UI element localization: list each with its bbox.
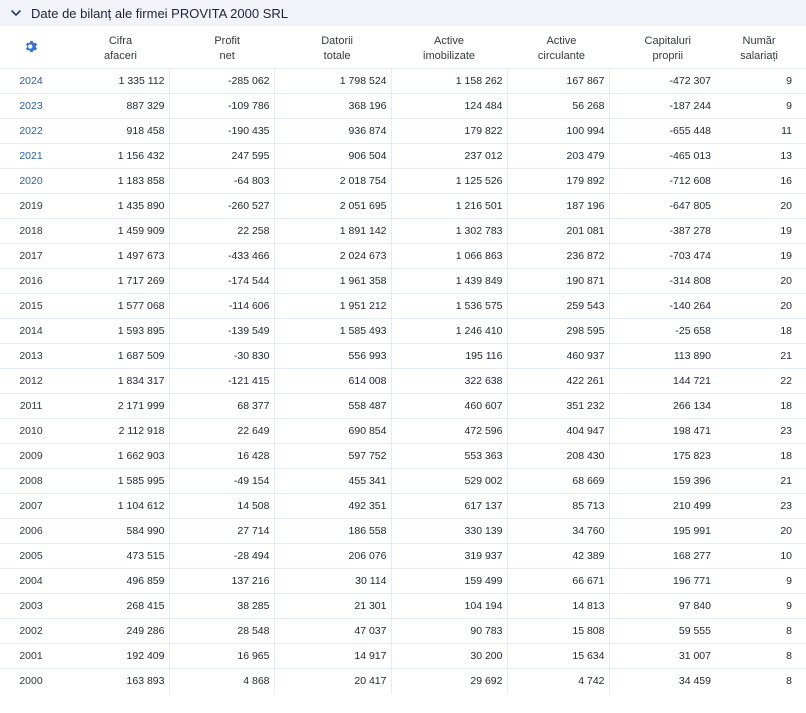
cifra-afaceri-cell: 473 515	[62, 544, 169, 569]
cifra-afaceri-cell: 918 458	[62, 119, 169, 144]
table-row	[0, 419, 806, 444]
numar-salariati-cell: 16	[715, 169, 806, 194]
profit-net-cell: 137 216	[169, 569, 274, 594]
active-circulante-cell: 201 081	[507, 219, 609, 244]
numar-salariati-cell: 23	[715, 419, 806, 444]
datorii-totale-cell: 206 076	[274, 544, 391, 569]
active-circulante-cell: 100 994	[507, 119, 609, 144]
active-imobilizate-cell: 1 125 526	[391, 169, 507, 194]
capitaluri-proprii-cell: -655 448	[609, 119, 715, 144]
active-imobilizate-cell: 90 783	[391, 619, 507, 644]
active-circulante-cell: 15 634	[507, 644, 609, 669]
table-row	[0, 144, 806, 169]
cifra-afaceri-cell: 1 459 909	[62, 219, 169, 244]
gear-icon[interactable]	[24, 39, 39, 59]
active-circulante-cell: 56 268	[507, 94, 609, 119]
numar-salariati-cell: 21	[715, 344, 806, 369]
column-header-datorii-totale[interactable]: Datorii totale	[274, 30, 391, 69]
cifra-afaceri-cell: 1 687 509	[62, 344, 169, 369]
cifra-afaceri-cell: 1 577 068	[62, 294, 169, 319]
table-row	[0, 569, 806, 594]
numar-salariati-cell: 20	[715, 294, 806, 319]
datorii-totale-cell: 2 051 695	[274, 194, 391, 219]
year-cell[interactable]: 2020	[0, 169, 62, 194]
numar-salariati-cell: 9	[715, 94, 806, 119]
year-cell: 2016	[0, 269, 62, 294]
active-circulante-cell: 68 669	[507, 469, 609, 494]
capitaluri-proprii-cell: 113 890	[609, 344, 715, 369]
active-circulante-cell: 460 937	[507, 344, 609, 369]
table-row	[0, 194, 806, 219]
capitaluri-proprii-cell: 196 771	[609, 569, 715, 594]
year-cell: 2017	[0, 244, 62, 269]
active-circulante-cell: 14 813	[507, 594, 609, 619]
table-row	[0, 94, 806, 119]
profit-net-cell: -121 415	[169, 369, 274, 394]
table-row	[0, 369, 806, 394]
active-circulante-cell: 179 892	[507, 169, 609, 194]
year-cell: 2014	[0, 319, 62, 344]
profit-net-cell: 22 649	[169, 419, 274, 444]
datorii-totale-cell: 1 891 142	[274, 219, 391, 244]
profit-net-cell: 27 714	[169, 519, 274, 544]
active-circulante-cell: 167 867	[507, 69, 609, 94]
numar-salariati-cell: 22	[715, 369, 806, 394]
profit-net-cell: -49 154	[169, 469, 274, 494]
datorii-totale-cell: 368 196	[274, 94, 391, 119]
active-imobilizate-cell: 159 499	[391, 569, 507, 594]
datorii-totale-cell: 597 752	[274, 444, 391, 469]
active-imobilizate-cell: 179 822	[391, 119, 507, 144]
table-row	[0, 594, 806, 619]
numar-salariati-cell: 8	[715, 619, 806, 644]
numar-salariati-cell: 11	[715, 119, 806, 144]
year-cell: 2005	[0, 544, 62, 569]
column-header-capitaluri-proprii[interactable]: Capitaluri proprii	[609, 30, 715, 69]
year-cell: 2013	[0, 344, 62, 369]
profit-net-cell: -139 549	[169, 319, 274, 344]
year-cell[interactable]: 2021	[0, 144, 62, 169]
datorii-totale-cell: 21 301	[274, 594, 391, 619]
table-row	[0, 169, 806, 194]
capitaluri-proprii-cell: -465 013	[609, 144, 715, 169]
table-row	[0, 69, 806, 94]
numar-salariati-cell: 8	[715, 644, 806, 669]
cifra-afaceri-cell: 1 497 673	[62, 244, 169, 269]
active-circulante-cell: 42 389	[507, 544, 609, 569]
datorii-totale-cell: 47 037	[274, 619, 391, 644]
year-cell: 2011	[0, 394, 62, 419]
settings-column-header[interactable]	[0, 30, 62, 69]
profit-net-cell: -433 466	[169, 244, 274, 269]
numar-salariati-cell: 23	[715, 494, 806, 519]
capitaluri-proprii-cell: 59 555	[609, 619, 715, 644]
profit-net-cell: 38 285	[169, 594, 274, 619]
active-circulante-cell: 66 671	[507, 569, 609, 594]
cifra-afaceri-cell: 163 893	[62, 669, 169, 694]
table-row	[0, 544, 806, 569]
cifra-afaceri-cell: 1 834 317	[62, 369, 169, 394]
active-imobilizate-cell: 30 200	[391, 644, 507, 669]
cifra-afaceri-cell: 1 435 890	[62, 194, 169, 219]
year-cell: 2018	[0, 219, 62, 244]
numar-salariati-cell: 18	[715, 319, 806, 344]
active-circulante-cell: 187 196	[507, 194, 609, 219]
capitaluri-proprii-cell: 198 471	[609, 419, 715, 444]
active-imobilizate-cell: 104 194	[391, 594, 507, 619]
table-row	[0, 619, 806, 644]
numar-salariati-cell: 20	[715, 194, 806, 219]
year-cell: 2007	[0, 494, 62, 519]
active-circulante-cell: 34 760	[507, 519, 609, 544]
capitaluri-proprii-cell: -647 805	[609, 194, 715, 219]
year-cell: 2009	[0, 444, 62, 469]
cifra-afaceri-cell: 1 104 612	[62, 494, 169, 519]
cifra-afaceri-cell: 887 329	[62, 94, 169, 119]
profit-net-cell: 28 548	[169, 619, 274, 644]
cifra-afaceri-cell: 1 183 858	[62, 169, 169, 194]
year-cell[interactable]: 2022	[0, 119, 62, 144]
capitaluri-proprii-cell: -140 264	[609, 294, 715, 319]
active-imobilizate-cell: 617 137	[391, 494, 507, 519]
datorii-totale-cell: 556 993	[274, 344, 391, 369]
column-header-cifra-afaceri[interactable]: Cifra afaceri	[62, 30, 169, 69]
capitaluri-proprii-cell: 266 134	[609, 394, 715, 419]
capitaluri-proprii-cell: -472 307	[609, 69, 715, 94]
table-row	[0, 644, 806, 669]
numar-salariati-cell: 9	[715, 594, 806, 619]
cifra-afaceri-cell: 1 717 269	[62, 269, 169, 294]
datorii-totale-cell: 936 874	[274, 119, 391, 144]
numar-salariati-cell: 18	[715, 444, 806, 469]
chevron-down-icon[interactable]	[9, 7, 22, 20]
year-cell: 2006	[0, 519, 62, 544]
active-imobilizate-cell: 195 116	[391, 344, 507, 369]
active-imobilizate-cell: 1 302 783	[391, 219, 507, 244]
cifra-afaceri-cell: 1 662 903	[62, 444, 169, 469]
active-circulante-cell: 208 430	[507, 444, 609, 469]
profit-net-cell: 68 377	[169, 394, 274, 419]
profit-net-cell: 22 258	[169, 219, 274, 244]
numar-salariati-cell: 9	[715, 69, 806, 94]
profit-net-cell: -109 786	[169, 94, 274, 119]
numar-salariati-cell: 13	[715, 144, 806, 169]
capitaluri-proprii-cell: 168 277	[609, 544, 715, 569]
profit-net-cell: -30 830	[169, 344, 274, 369]
capitaluri-proprii-cell: 175 823	[609, 444, 715, 469]
table-row	[0, 319, 806, 344]
capitaluri-proprii-cell: -25 658	[609, 319, 715, 344]
cifra-afaceri-cell: 1 335 112	[62, 69, 169, 94]
capitaluri-proprii-cell: 210 499	[609, 494, 715, 519]
active-imobilizate-cell: 29 692	[391, 669, 507, 694]
datorii-totale-cell: 1 951 212	[274, 294, 391, 319]
profit-net-cell: 14 508	[169, 494, 274, 519]
numar-salariati-cell: 20	[715, 269, 806, 294]
table-row	[0, 469, 806, 494]
active-imobilizate-cell: 1 216 501	[391, 194, 507, 219]
datorii-totale-cell: 1 798 524	[274, 69, 391, 94]
capitaluri-proprii-cell: -387 278	[609, 219, 715, 244]
datorii-totale-cell: 186 558	[274, 519, 391, 544]
year-cell[interactable]: 2023	[0, 94, 62, 119]
capitaluri-proprii-cell: 31 007	[609, 644, 715, 669]
active-circulante-cell: 85 713	[507, 494, 609, 519]
capitaluri-proprii-cell: -314 808	[609, 269, 715, 294]
active-imobilizate-cell: 460 607	[391, 394, 507, 419]
year-cell: 2012	[0, 369, 62, 394]
year-cell[interactable]: 2024	[0, 69, 62, 94]
profit-net-cell: -285 062	[169, 69, 274, 94]
table-row	[0, 244, 806, 269]
cifra-afaceri-cell: 584 990	[62, 519, 169, 544]
numar-salariati-cell: 19	[715, 219, 806, 244]
active-circulante-cell: 4 742	[507, 669, 609, 694]
active-circulante-cell: 259 543	[507, 294, 609, 319]
datorii-totale-cell: 14 917	[274, 644, 391, 669]
capitaluri-proprii-cell: 195 991	[609, 519, 715, 544]
active-circulante-cell: 203 479	[507, 144, 609, 169]
active-circulante-cell: 236 872	[507, 244, 609, 269]
column-header-numar-salariati[interactable]: Număr salariați	[715, 30, 806, 69]
profit-net-cell: -28 494	[169, 544, 274, 569]
datorii-totale-cell: 1 961 358	[274, 269, 391, 294]
datorii-totale-cell: 558 487	[274, 394, 391, 419]
column-header-active-imobilizate[interactable]: Active imobilizate	[391, 30, 507, 69]
capitaluri-proprii-cell: -187 244	[609, 94, 715, 119]
active-circulante-cell: 15 808	[507, 619, 609, 644]
datorii-totale-cell: 906 504	[274, 144, 391, 169]
active-circulante-cell: 190 871	[507, 269, 609, 294]
table-row	[0, 444, 806, 469]
profit-net-cell: -114 606	[169, 294, 274, 319]
table-row	[0, 269, 806, 294]
cifra-afaceri-cell: 1 585 995	[62, 469, 169, 494]
cifra-afaceri-cell: 2 112 918	[62, 419, 169, 444]
year-cell: 2000	[0, 669, 62, 694]
active-imobilizate-cell: 1 536 575	[391, 294, 507, 319]
table-row	[0, 219, 806, 244]
balance-sheet-table	[0, 30, 806, 694]
active-imobilizate-cell: 1 158 262	[391, 69, 507, 94]
table-row	[0, 119, 806, 144]
active-imobilizate-cell: 553 363	[391, 444, 507, 469]
datorii-totale-cell: 1 585 493	[274, 319, 391, 344]
year-cell: 2004	[0, 569, 62, 594]
year-cell: 2001	[0, 644, 62, 669]
profit-net-cell: -190 435	[169, 119, 274, 144]
profit-net-cell: -260 527	[169, 194, 274, 219]
active-imobilizate-cell: 124 484	[391, 94, 507, 119]
capitaluri-proprii-cell: 159 396	[609, 469, 715, 494]
year-cell: 2015	[0, 294, 62, 319]
active-circulante-cell: 298 595	[507, 319, 609, 344]
profit-net-cell: 16 965	[169, 644, 274, 669]
profit-net-cell: -174 544	[169, 269, 274, 294]
numar-salariati-cell: 8	[715, 669, 806, 694]
active-imobilizate-cell: 472 596	[391, 419, 507, 444]
table-row	[0, 669, 806, 694]
active-circulante-cell: 351 232	[507, 394, 609, 419]
numar-salariati-cell: 18	[715, 394, 806, 419]
active-imobilizate-cell: 1 246 410	[391, 319, 507, 344]
profit-net-cell: 247 595	[169, 144, 274, 169]
numar-salariati-cell: 21	[715, 469, 806, 494]
year-cell: 2019	[0, 194, 62, 219]
profit-net-cell: 4 868	[169, 669, 274, 694]
table-row	[0, 344, 806, 369]
active-imobilizate-cell: 319 937	[391, 544, 507, 569]
table-row	[0, 494, 806, 519]
cifra-afaceri-cell: 1 593 895	[62, 319, 169, 344]
table-header-row	[0, 30, 806, 69]
section-title: Date de bilanț ale firmei PROVITA 2000 SRL	[31, 5, 288, 21]
profit-net-cell: 16 428	[169, 444, 274, 469]
capitaluri-proprii-cell: -712 608	[609, 169, 715, 194]
column-header-profit-net[interactable]: Profit net	[169, 30, 274, 69]
year-cell: 2008	[0, 469, 62, 494]
cifra-afaceri-cell: 2 171 999	[62, 394, 169, 419]
datorii-totale-cell: 455 341	[274, 469, 391, 494]
year-cell: 2010	[0, 419, 62, 444]
active-imobilizate-cell: 529 002	[391, 469, 507, 494]
active-circulante-cell: 404 947	[507, 419, 609, 444]
cifra-afaceri-cell: 496 859	[62, 569, 169, 594]
datorii-totale-cell: 614 008	[274, 369, 391, 394]
capitaluri-proprii-cell: -703 474	[609, 244, 715, 269]
cifra-afaceri-cell: 1 156 432	[62, 144, 169, 169]
cifra-afaceri-cell: 249 286	[62, 619, 169, 644]
table-row	[0, 394, 806, 419]
year-cell: 2003	[0, 594, 62, 619]
numar-salariati-cell: 20	[715, 519, 806, 544]
datorii-totale-cell: 2 024 673	[274, 244, 391, 269]
active-imobilizate-cell: 322 638	[391, 369, 507, 394]
active-imobilizate-cell: 237 012	[391, 144, 507, 169]
capitaluri-proprii-cell: 97 840	[609, 594, 715, 619]
datorii-totale-cell: 690 854	[274, 419, 391, 444]
active-circulante-cell: 422 261	[507, 369, 609, 394]
capitaluri-proprii-cell: 144 721	[609, 369, 715, 394]
table-row	[0, 519, 806, 544]
capitaluri-proprii-cell: 34 459	[609, 669, 715, 694]
datorii-totale-cell: 492 351	[274, 494, 391, 519]
column-header-active-circulante[interactable]: Active circulante	[507, 30, 609, 69]
datorii-totale-cell: 30 114	[274, 569, 391, 594]
profit-net-cell: -64 803	[169, 169, 274, 194]
numar-salariati-cell: 9	[715, 569, 806, 594]
cifra-afaceri-cell: 268 415	[62, 594, 169, 619]
numar-salariati-cell: 10	[715, 544, 806, 569]
active-imobilizate-cell: 330 139	[391, 519, 507, 544]
year-cell: 2002	[0, 619, 62, 644]
active-imobilizate-cell: 1 439 849	[391, 269, 507, 294]
datorii-totale-cell: 20 417	[274, 669, 391, 694]
numar-salariati-cell: 19	[715, 244, 806, 269]
cifra-afaceri-cell: 192 409	[62, 644, 169, 669]
datorii-totale-cell: 2 018 754	[274, 169, 391, 194]
section-header[interactable]	[0, 0, 806, 26]
table-row	[0, 294, 806, 319]
active-imobilizate-cell: 1 066 863	[391, 244, 507, 269]
